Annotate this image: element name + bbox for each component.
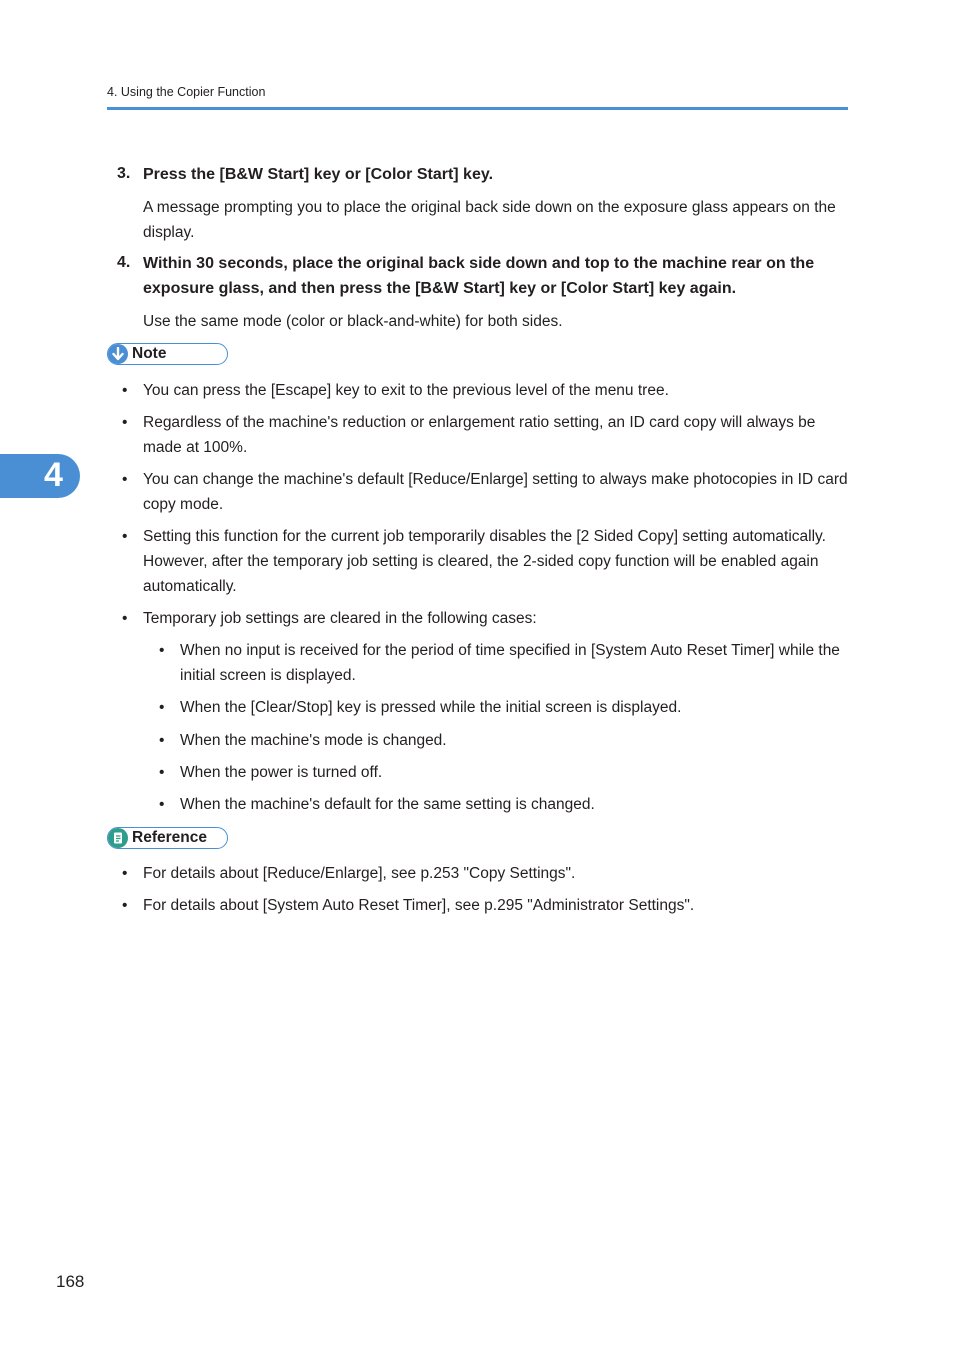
sub-item-text: When the power is turned off.	[180, 764, 383, 781]
note-item-text: Setting this function for the current job temporarily disables the [2 Sided Copy] setting automatically. However, after the temporary job setting is cleared, the 2-sided copy function will be enabled again automatically.	[143, 528, 826, 595]
bullet-marker: •	[122, 897, 128, 914]
note-item-text: You can change the machine's default [Reduce/Enlarge] setting to always make photocopies in ID card copy mode.	[143, 471, 848, 513]
note-heading	[107, 343, 228, 365]
sub-item-text: When the machine's default for the same setting is changed.	[180, 796, 595, 813]
note-item-text: Temporary job settings are cleared in the following cases:	[143, 610, 537, 627]
bullet-marker: •	[159, 699, 165, 716]
bullet-marker: •	[122, 865, 128, 882]
step-number: 3.	[117, 165, 131, 182]
book-icon	[108, 828, 128, 848]
bullet-marker: •	[159, 764, 165, 781]
step-title: Press the [B&W Start] key or [Color Start] key.	[143, 166, 494, 183]
reference-item-text: For details about [Reduce/Enlarge], see p.253 "Copy Settings".	[143, 865, 576, 882]
sub-item-text: When no input is received for the period of time specified in [System Auto Reset Timer] while the initial screen is displayed.	[180, 642, 840, 684]
note-label: Note	[132, 345, 167, 362]
bullet-marker: •	[159, 642, 165, 659]
bullet-marker: •	[122, 610, 128, 627]
bullet-marker: •	[159, 796, 165, 813]
chapter-tab	[0, 454, 80, 498]
step-description: A message prompting you to place the original back side down on the exposure glass appears on the display.	[143, 199, 836, 241]
bullet-marker: •	[159, 732, 165, 749]
step-number: 4.	[117, 254, 131, 271]
note-item-text: You can press the [Escape] key to exit to the previous level of the menu tree.	[143, 382, 669, 399]
reference-item-text: For details about [System Auto Reset Timer], see p.295 "Administrator Settings".	[143, 897, 695, 914]
reference-heading	[107, 827, 228, 849]
bullet-marker: •	[122, 414, 128, 431]
down-arrow-icon	[108, 344, 128, 364]
header-rule	[107, 107, 848, 110]
reference-label: Reference	[132, 829, 207, 846]
sub-item-text: When the machine's mode is changed.	[180, 732, 447, 749]
step-title: Within 30 seconds, place the original back side down and top to the machine rear on the exposure glass, and then press the [B&W Start] key or [Color Start] key again.	[143, 255, 815, 297]
page-number: 168	[56, 1272, 85, 1291]
bullet-marker: •	[122, 528, 128, 545]
sub-item-text: When the [Clear/Stop] key is pressed while the initial screen is displayed.	[180, 699, 682, 716]
step-description: Use the same mode (color or black-and-white) for both sides.	[143, 313, 563, 330]
bullet-marker: •	[122, 471, 128, 488]
bullet-marker: •	[122, 382, 128, 399]
chapter-tab-number: 4	[44, 456, 63, 494]
running-header: 4. Using the Copier Function	[107, 85, 266, 99]
note-item-text: Regardless of the machine's reduction or enlargement ratio setting, an ID card copy will always be made at 100%.	[143, 414, 816, 456]
